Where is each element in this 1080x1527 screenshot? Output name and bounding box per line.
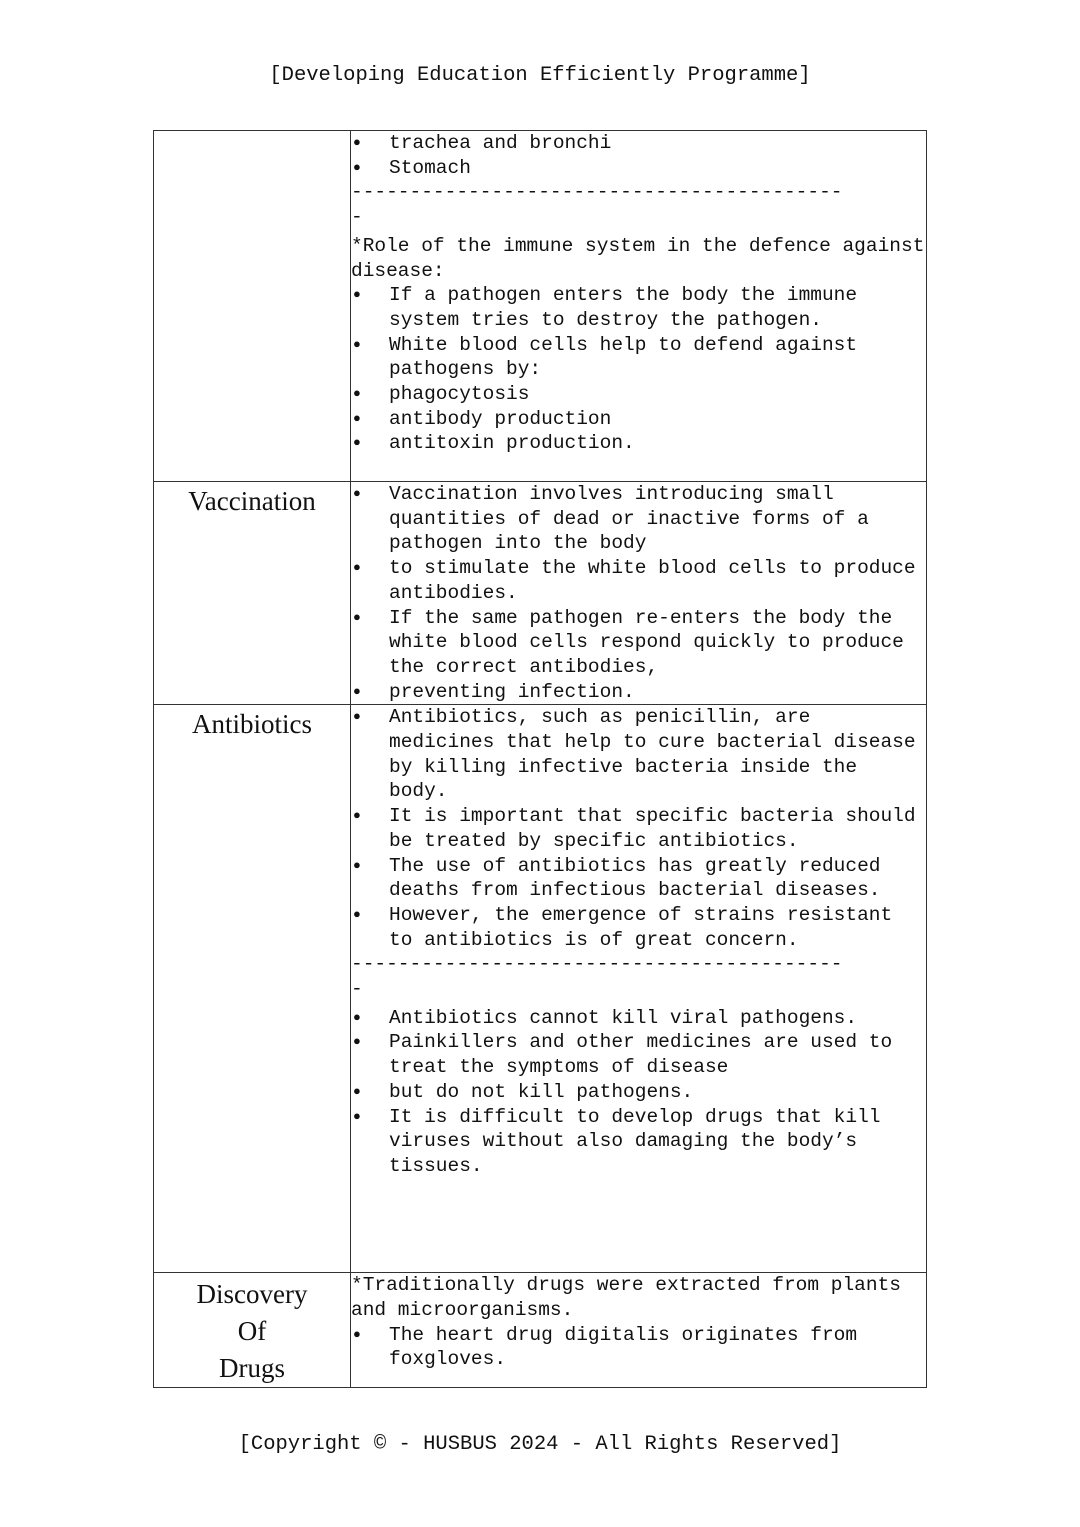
topic-cell-antibiotics: [154, 705, 351, 1273]
row-antibiotics: [154, 705, 927, 1273]
topic-title-line: Of: [237, 1316, 267, 1347]
bullet-list: [351, 283, 926, 456]
dashed-divider-end: -: [351, 978, 363, 1001]
list-item: ● Antibiotics cannot kill viral pathogens.: [351, 1006, 926, 1031]
list-item: ● preventing infection.: [351, 680, 926, 705]
section-heading-discovery: *Traditionally drugs were extracted from plants and microorganisms.: [351, 1274, 901, 1322]
list-item: ● If the same pathogen re-enters the body the white blood cells respond quickly to produce the correct antibodies,: [351, 606, 926, 680]
list-item: ● antibody production: [351, 407, 926, 432]
list-item: ● Antibiotics, such as penicillin, are medicines that help to cure bacterial disease by killing infective bacteria inside the body.: [351, 705, 926, 804]
topic-cell-discovery: [154, 1273, 351, 1388]
list-item: ● It is important that specific bacteria should be treated by specific antibiotics.: [351, 804, 926, 853]
dashed-divider-end: -: [351, 206, 363, 229]
row-vaccination: [154, 482, 927, 705]
list-item: ● It is difficult to develop drugs that kill viruses without also damaging the body’s tissues.: [351, 1105, 926, 1179]
topic-cell-empty: [154, 131, 351, 482]
list-item: ● trachea and bronchi: [351, 131, 926, 156]
page-header: [Developing Education Efficiently Programme]: [269, 64, 811, 87]
section-heading-immune: *Role of the immune system in the defence against disease:: [351, 234, 925, 282]
list-item: ● phagocytosis: [351, 382, 926, 407]
list-item: ● but do not kill pathogens.: [351, 1080, 926, 1105]
content-cell-vaccination: [351, 482, 927, 705]
bullet-list: [351, 1323, 926, 1372]
page-footer: [Copyright © - HUSBUS 2024 - All Rights Reserved]: [238, 1433, 842, 1456]
bullet-list: [351, 482, 926, 704]
list-item: ● antitoxin production.: [351, 431, 926, 456]
bullet-list: [351, 131, 926, 180]
list-item: ● The use of antibiotics has greatly reduced deaths from infectious bacterial diseases.: [351, 854, 926, 903]
topic-title-line: Drugs: [219, 1353, 285, 1384]
list-item: ● White blood cells help to defend against pathogens by:: [351, 333, 926, 382]
list-item: ● Painkillers and other medicines are used to treat the symptoms of disease: [351, 1030, 926, 1079]
topic-title-vaccination: Vaccination: [188, 486, 316, 516]
list-item: ● If a pathogen enters the body the immune system tries to destroy the pathogen.: [351, 283, 926, 332]
row-discovery-of-drugs: [154, 1273, 927, 1388]
topic-title-line: Discovery: [196, 1279, 308, 1310]
content-cell-discovery: [351, 1273, 927, 1388]
content-cell-antibiotics: [351, 705, 927, 1273]
list-item: ● Stomach: [351, 156, 926, 181]
topic-title-antibiotics: Antibiotics: [192, 709, 312, 740]
row-immune-system: [154, 131, 927, 482]
dashed-divider: ------------------------------------------: [351, 953, 843, 976]
list-item: ● The heart drug digitalis originates from foxgloves.: [351, 1323, 926, 1372]
notes-table: [153, 130, 927, 1388]
list-item: ● Vaccination involves introducing small quantities of dead or inactive forms of a pathogen into the body: [351, 482, 926, 556]
list-item: ● to stimulate the white blood cells to produce antibodies.: [351, 556, 926, 605]
content-cell-immune: [351, 131, 927, 482]
bullet-list: [351, 1006, 926, 1179]
list-item: ● However, the emergence of strains resistant to antibiotics is of great concern.: [351, 903, 926, 952]
bullet-list: [351, 705, 926, 952]
dashed-divider: ------------------------------------------: [351, 181, 843, 204]
topic-cell-vaccination: [154, 482, 351, 705]
